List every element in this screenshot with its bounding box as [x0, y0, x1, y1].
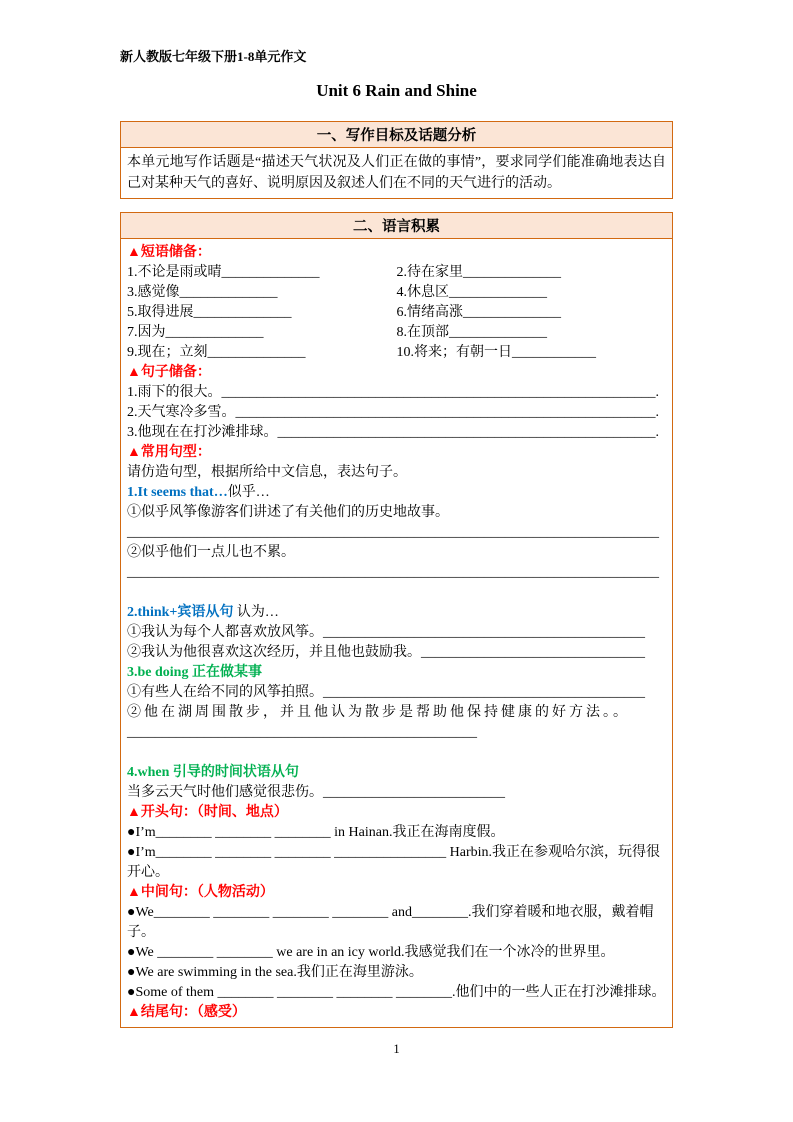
section-gap: [120, 199, 673, 212]
sentence-line: 1.雨下的很大。______________________________________________________________.: [127, 385, 659, 400]
pattern3-prompt2: ②他在湖周围散步，并且他认为散步是帮助他保持健康的好方法。。: [127, 705, 630, 720]
middle-sentence: ●We________ ________ ________ ________ and________.我们穿着暖和地衣服，戴着帽子。: [127, 905, 654, 940]
pattern1-en: 1.It seems that…: [127, 485, 228, 500]
language-section-table: [120, 212, 673, 1028]
phrase-item: 7.因为______________: [127, 325, 264, 340]
phrase-item: 8.在顶部______________: [396, 325, 547, 340]
pattern4-en: 4.when 引导的时间状语从句: [127, 765, 299, 780]
language-section-heading: 二、语言积累: [121, 213, 673, 239]
pattern2-prompt2: ②我认为他很喜欢这次经历，并且他也鼓励我。________________________________: [127, 645, 645, 660]
pattern3-zh: 正在做某事: [191, 665, 262, 680]
phrase-row: [127, 303, 666, 323]
pattern-intro: 请仿造句型，根据所给中文信息，表达句子。: [127, 465, 407, 480]
blank-spacer: [127, 583, 666, 603]
opening-sentences-label: ▲开头句：（时间、地点）: [127, 805, 288, 820]
goal-section-body: 本单元地写作话题是“描述天气状况及人们正在做的事情”，要求同学们能准确地表达自己对某种天气的喜好、说明原因及叙述人们在不同的天气进行的活动。: [121, 148, 673, 199]
phrase-row: [127, 283, 666, 303]
answer-blank-line: __________________________________________________: [127, 725, 477, 740]
pattern3-en: 3.be doing: [127, 665, 192, 680]
pattern3-prompt1: ①有些人在给不同的风筝拍照。______________________________________________: [127, 685, 645, 700]
answer-blank-line: ____________________________________________________________________________: [127, 525, 659, 540]
page-title: Unit 6 Rain and Shine: [316, 81, 477, 100]
pattern2-en: 2.think+宾语从句: [127, 605, 234, 620]
phrase-item: 10.将来；有朝一日____________: [396, 345, 596, 360]
pattern2-heading: [127, 603, 666, 623]
middle-sentence: ●We are swimming in the sea.我们正在海里游泳。: [127, 965, 423, 980]
opening-sentence: ●I’m________ ________ ________ in Hainan.我正在海南度假。: [127, 825, 505, 840]
goal-section-table: [120, 121, 673, 199]
phrase-item: 4.休息区______________: [396, 285, 547, 300]
phrase-row: [127, 343, 666, 363]
doc-header: 新人教版七年级下册1-8单元作文: [120, 49, 307, 64]
phrase-item: 6.情绪高涨______________: [396, 305, 561, 320]
page-number: 1: [393, 1042, 400, 1056]
answer-blank-line: ____________________________________________________________________________: [127, 565, 659, 580]
pattern1-prompt2: ②似乎他们一点儿也不累。: [127, 545, 295, 560]
pattern2-zh: 认为…: [233, 605, 279, 620]
phrase-item: 1.不论是雨或晴______________: [127, 265, 320, 280]
language-section-body: [121, 239, 673, 1028]
pattern1-heading: [127, 483, 666, 503]
phrase-bank-label: ▲短语储备：: [127, 245, 211, 260]
pattern-section-label: ▲常用句型：: [127, 445, 211, 460]
pattern1-zh: 似乎…: [227, 485, 270, 500]
phrase-row: [127, 323, 666, 343]
phrase-item: 3.感觉像______________: [127, 285, 278, 300]
middle-sentences-label: ▲中间句：（人物活动）: [127, 885, 274, 900]
closing-sentences-label: ▲结尾句：（感受）: [127, 1005, 246, 1020]
pattern4-heading: [127, 763, 666, 783]
sentence-line: 3.他现在在打沙滩排球。______________________________________________________.: [127, 425, 659, 440]
pattern1-prompt1: ①似乎风筝像游客们讲述了有关他们的历史地故事。: [127, 505, 449, 520]
sentence-line: 2.天气寒冷多雪。____________________________________________________________.: [127, 405, 659, 420]
phrase-row: [127, 263, 666, 283]
pattern2-prompt1: ①我认为每个人都喜欢放风筝。______________________________________________: [127, 625, 645, 640]
middle-sentence: ●We ________ ________ we are in an icy world.我感觉我们在一个冰冷的世界里。: [127, 945, 615, 960]
middle-sentence: ●Some of them ________ ________ ________ ________.他们中的一些人正在打沙滩排球。: [127, 985, 666, 1000]
pattern3-heading: [127, 663, 666, 683]
opening-sentence: ●I’m________ ________ ________ ________________ Harbin.我正在参观哈尔滨，玩得很开心。: [127, 845, 661, 880]
phrase-item: 9.现在；立刻______________: [127, 345, 306, 360]
goal-section-heading: 一、写作目标及话题分析: [121, 122, 673, 148]
blank-spacer: [127, 743, 666, 763]
sentence-bank-label: ▲句子储备：: [127, 365, 211, 380]
pattern4-prompt1: 当多云天气时他们感觉很悲伤。__________________________: [127, 785, 505, 800]
phrase-item: 5.取得进展______________: [127, 305, 292, 320]
phrase-item: 2.待在家里______________: [396, 265, 561, 280]
